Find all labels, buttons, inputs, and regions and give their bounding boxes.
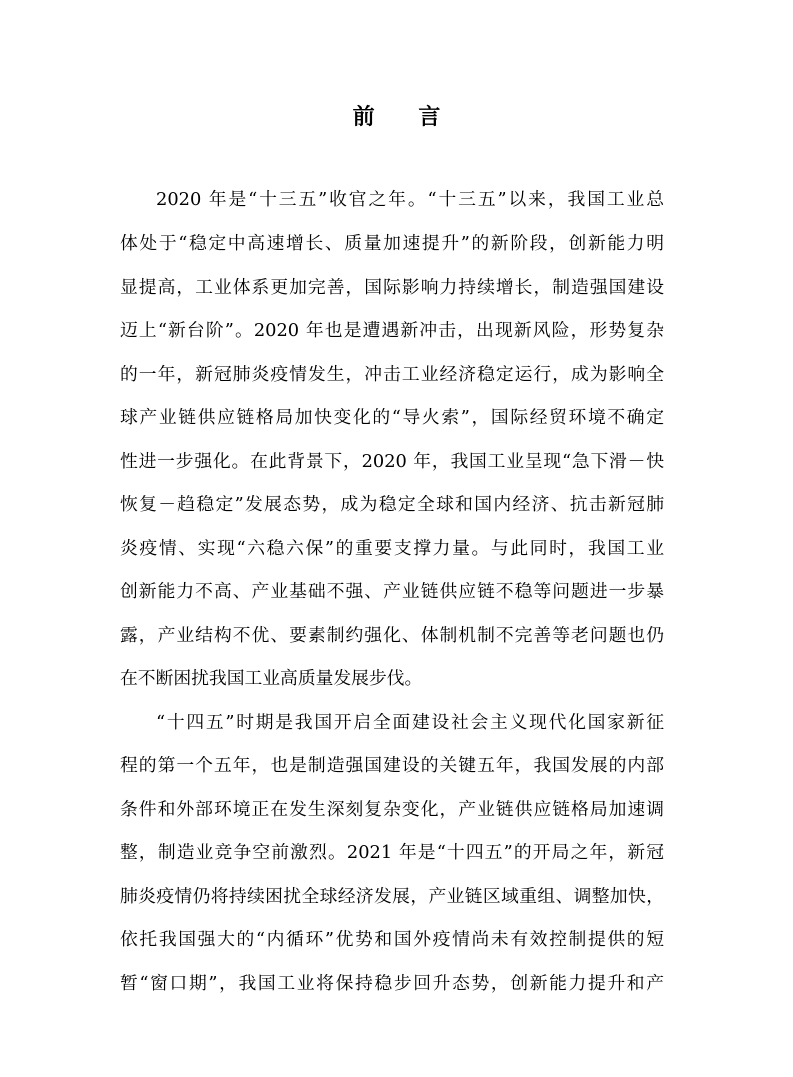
paragraph-2-line-2: 程的第一个五年，也是制造强国建设的关键五年，我国发展的内部 [120, 755, 664, 776]
paragraph-1-line-1: 2020 年是“十三五”收官之年。“十三五”以来，我国工业总 [156, 189, 664, 210]
page-title: 前 言 [352, 105, 459, 130]
paragraph-1-line-11: 露，产业结构不优、要素制约强化、体制机制不完善等老问题也仍 [120, 625, 664, 646]
paragraph-2-line-5: 肺炎疫情仍将持续困扰全球经济发展，产业链区域重组、调整加快， [120, 886, 664, 907]
paragraph-2-line-4: 整，制造业竞争空前激烈。2021 年是“十四五”的开局之年，新冠 [120, 842, 664, 863]
paragraph-1-line-7: 性进一步强化。在此背景下，2020 年，我国工业呈现“急下滑－快 [120, 451, 664, 472]
paragraph-1-line-10: 创新能力不高、产业基础不强、产业链供应链不稳等问题进一步暴 [120, 581, 664, 602]
paragraph-2-line-7: 暂“窗口期”，我国工业将保持稳步回升态势，创新能力提升和产 [120, 973, 664, 994]
paragraph-1-line-3: 显提高，工业体系更加完善，国际影响力持续增长，制造强国建设 [120, 277, 664, 298]
paragraph-2-line-1: “十四五”时期是我国开启全面建设社会主义现代化国家新征 [156, 712, 664, 733]
paragraph-1-line-5: 的一年，新冠肺炎疫情发生，冲击工业经济稳定运行，成为影响全 [120, 364, 664, 385]
paragraph-2-line-3: 条件和外部环境正在发生深刻复杂变化，产业链供应链格局加速调 [120, 799, 664, 820]
paragraph-1-line-12: 在不断困扰我国工业高质量发展步伐。 [120, 668, 423, 689]
paragraph-1-line-4: 迈上“新台阶”。2020 年也是遭遇新冲击，出现新风险，形势复杂 [120, 320, 664, 341]
paragraph-1-line-6: 球产业链供应链格局加快变化的“导火索”，国际经贸环境不确定 [120, 407, 664, 428]
paragraph-1-line-8: 恢复－趋稳定”发展态势，成为稳定全球和国内经济、抗击新冠肺 [120, 494, 664, 515]
paragraph-2-line-6: 依托我国强大的“内循环”优势和国外疫情尚未有效控制提供的短 [120, 929, 664, 950]
paragraph-1-line-2: 体处于“稳定中高速增长、质量加速提升”的新阶段，创新能力明 [120, 233, 664, 254]
paragraph-1-line-9: 炎疫情、实现“六稳六保”的重要支撑力量。与此同时，我国工业 [120, 538, 664, 559]
